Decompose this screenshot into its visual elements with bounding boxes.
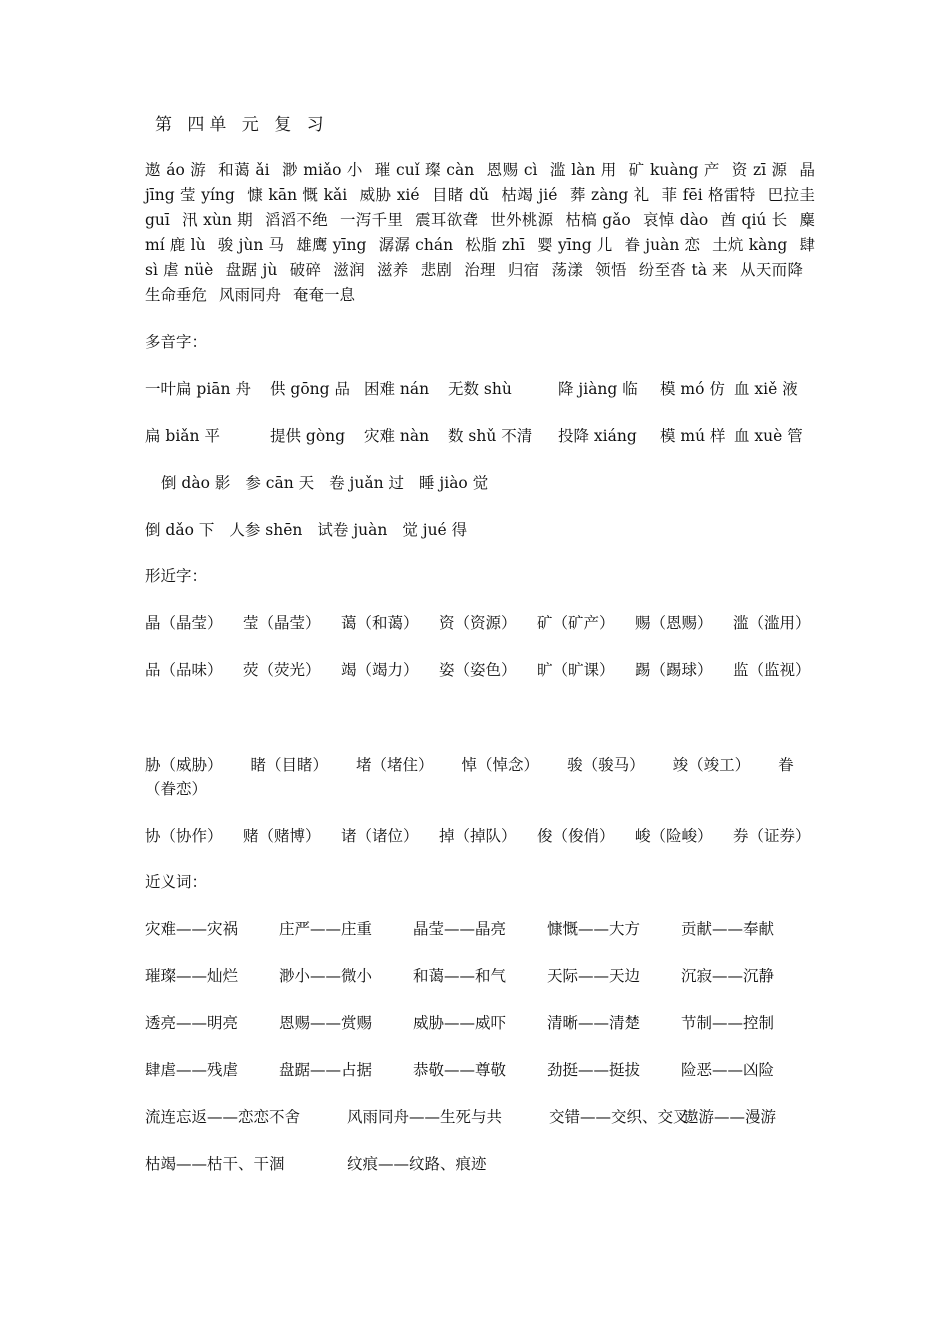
polyphone-item: 倒 dào 影 — [161, 474, 231, 492]
shape-row — [145, 824, 815, 848]
synonym-item: 晶莹——晶亮 — [413, 920, 507, 938]
polyphone-item: 试卷 juàn — [317, 521, 388, 539]
vocab-item: 一泻千里 — [340, 211, 404, 229]
synonym-item: 透亮——明亮 — [145, 1014, 239, 1032]
shape-item: 踢（踢球） — [635, 661, 713, 679]
vocab-item: 盘踞 jù — [225, 261, 278, 279]
polyphone-item: 人参 shēn — [229, 521, 303, 539]
synonym-item: 枯竭——枯干、干涸 — [145, 1155, 285, 1173]
synonym-row — [145, 1058, 815, 1082]
shape-row — [145, 611, 815, 635]
synonym-item: 璀璨——灿烂 — [145, 967, 239, 985]
vocab-item: 目睹 dǔ — [431, 186, 489, 204]
synonym-item: 天际——天边 — [547, 967, 641, 985]
vocab-item: 酋 qiú 长 — [720, 211, 788, 229]
vocab-item: 世外桃源 — [490, 211, 554, 229]
vocab-item: 哀悼 dào — [642, 211, 709, 229]
vocab-item: 悲剧 — [420, 261, 453, 279]
vocab-item: 威胁 xié — [359, 186, 420, 204]
shape-item: 骏（骏马） — [567, 756, 645, 774]
vocabulary-list — [145, 158, 815, 308]
vocab-item: 滔滔不绝 — [264, 211, 328, 229]
polyphone-item: 降 jiàng 临 — [558, 380, 638, 398]
synonym-item: 和蔼——和气 — [413, 967, 507, 985]
shape-item: 赌（赌博） — [243, 827, 321, 845]
shape-item: 俊（俊俏） — [537, 827, 615, 845]
synonym-item: 风雨同舟——生死与共 — [347, 1108, 503, 1126]
shape-item: 矿（矿产） — [537, 614, 615, 632]
shape-item: 滥（滥用） — [733, 614, 811, 632]
shape-item: 堵（堵住） — [356, 756, 434, 774]
shape-item: 竣（竣工） — [672, 756, 751, 774]
synonym-row — [145, 1011, 815, 1035]
synonym-item: 流连忘返——恋恋不舍 — [145, 1108, 301, 1126]
vocab-item: 骏 jùn 马 — [217, 236, 285, 254]
vocab-item: 奄奄一息 — [293, 286, 356, 304]
synonym-item: 劲挺——挺拔 — [547, 1061, 641, 1079]
vocab-item: 汛 xùn 期 — [181, 211, 253, 229]
page-title: 第 四单 元 复 习 — [155, 115, 329, 135]
vocab-item: 渺 miǎo 小 — [281, 161, 363, 179]
synonym-item: 恭敬——尊敬 — [413, 1061, 507, 1079]
synonym-row — [145, 917, 815, 941]
polyphone-item: 觉 jué 得 — [402, 521, 468, 539]
vocab-item: 婴 yīng 儿 — [536, 236, 613, 254]
synonym-item: 纹痕——纹路、痕迹 — [347, 1155, 487, 1173]
vocab-item: 松脂 zhī — [465, 236, 525, 254]
synonym-item: 节制——控制 — [681, 1014, 775, 1032]
vocab-item: 领悟 — [595, 261, 627, 279]
polyphone-item: 困难 nán — [364, 380, 430, 398]
polyphone-item: 扁 biǎn 平 — [145, 427, 220, 445]
shape-item: 诸（诸位） — [341, 827, 419, 845]
vocab-item: 眷 juàn 恋 — [624, 236, 701, 254]
synonym-item: 险恶——凶险 — [681, 1061, 775, 1079]
vocab-item: 生命垂危 — [145, 286, 208, 304]
shape-row — [145, 753, 815, 801]
polyphone-item: 一叶扁 piān 舟 — [145, 380, 251, 398]
shape-item: 姿（姿色） — [439, 661, 517, 679]
shape-item: 品（品味） — [145, 661, 223, 679]
polyphone-row — [145, 518, 815, 542]
vocab-item: 葬 zàng 礼 — [569, 186, 650, 204]
vocab-item: 资 zī 源 — [731, 161, 788, 179]
shape-item: 悼（悼念） — [461, 756, 540, 774]
shape-item: 晶（晶莹） — [145, 614, 223, 632]
vocab-item: 滋润 — [333, 261, 365, 279]
shape-item: 掉（掉队） — [439, 827, 517, 845]
vocab-item: 和蔼 ǎi — [218, 161, 270, 179]
synonym-item: 渺小——微小 — [279, 967, 373, 985]
vocab-item: 归宿 — [507, 261, 540, 279]
synonym-row — [145, 1152, 815, 1176]
vocab-item: 遨 áo 游 — [145, 161, 207, 179]
vocab-item: 晶 jīng 莹 yíng — [145, 161, 815, 204]
vocab-item: 枯槁 gǎo — [565, 211, 631, 229]
synonym-item: 灾难——灾祸 — [145, 920, 239, 938]
polyphone-item: 投降 xiáng — [558, 427, 637, 445]
vocab-item: 土炕 kàng — [712, 236, 788, 254]
vocab-item: 璀 cuǐ 璨 càn — [374, 161, 475, 179]
vocab-item: 慷 kān 慨 kǎi — [246, 186, 348, 204]
polyphone-item: 无数 shù — [448, 380, 512, 398]
vocab-item: 潺潺 chán — [378, 236, 454, 254]
polyphone-item: 卷 juǎn 过 — [329, 474, 404, 492]
shape-row — [145, 658, 815, 682]
polyphone-row — [145, 424, 815, 448]
synonym-item: 清晰——清楚 — [547, 1014, 641, 1032]
shape-item: 荧（荧光） — [243, 661, 321, 679]
polyphone-item: 参 cān 天 — [245, 474, 315, 492]
polyphone-row — [145, 377, 815, 401]
shape-item: 旷（旷课） — [537, 661, 615, 679]
polyphone-heading: 多音字： — [145, 333, 208, 351]
synonym-item: 恩赐——赏赐 — [279, 1014, 373, 1032]
vocab-item: 肆 sì 虐 nüè — [145, 236, 815, 279]
synonym-row — [145, 1105, 815, 1129]
polyphone-item: 灾难 nàn — [364, 427, 430, 445]
synonym-row — [145, 964, 815, 988]
shape-item: 监（监视） — [733, 661, 811, 679]
vocab-item: 从天而降 — [740, 261, 803, 279]
vocab-item: 菲 fēi 格雷特 — [661, 186, 756, 204]
synonym-item: 盘踞——占据 — [279, 1061, 373, 1079]
synonym-item: 贡献——奉献 — [681, 920, 775, 938]
synonym-item: 庄严——庄重 — [279, 920, 373, 938]
shape-item: 蔼（和蔼） — [341, 614, 419, 632]
shape-item: 券（证券） — [733, 827, 811, 845]
polyphone-item: 血 xiě 液 — [734, 380, 798, 398]
synonym-item: 肆虐——残虐 — [145, 1061, 239, 1079]
synonym-item: 交错——交织、交叉 — [549, 1108, 689, 1126]
vocab-item: 治理 — [464, 261, 496, 279]
polyphone-item: 倒 dǎo 下 — [145, 521, 215, 539]
shape-heading: 形近字： — [145, 567, 208, 585]
vocab-item: 荡漾 — [551, 261, 584, 279]
vocab-item: 滋养 — [376, 261, 409, 279]
synonym-item: 沉寂——沉静 — [681, 967, 775, 985]
shape-item: 眷（眷恋） — [145, 756, 794, 798]
vocab-item: 巴拉圭 guī — [145, 186, 815, 229]
shape-item: 竭（竭力） — [341, 661, 419, 679]
polyphone-row — [145, 471, 815, 495]
vocab-item: 风雨同舟 — [219, 286, 282, 304]
document-page — [145, 112, 815, 1176]
shape-item: 协（协作） — [145, 827, 223, 845]
polyphone-item: 模 mú 样 — [660, 427, 726, 445]
vocab-item: 震耳欲聋 — [415, 211, 479, 229]
shape-item: 莹（晶莹） — [243, 614, 321, 632]
vocab-item: 恩赐 cì — [486, 161, 538, 179]
vocab-item: 矿 kuàng 产 — [628, 161, 720, 179]
polyphone-item: 睡 jiào 觉 — [419, 474, 489, 492]
shape-item: 资（资源） — [439, 614, 517, 632]
vocab-item: 纷至沓 tà 来 — [638, 261, 728, 279]
vocab-item: 滥 làn 用 — [549, 161, 617, 179]
shape-item: 睹（目睹） — [250, 756, 329, 774]
polyphone-item: 模 mó 仿 — [660, 380, 725, 398]
vocab-item: 枯竭 jié — [500, 186, 558, 204]
polyphone-item: 供 gōng 品 — [270, 380, 351, 398]
synonym-item: 遨游——漫游 — [683, 1108, 777, 1126]
synonym-item: 威胁——威吓 — [413, 1014, 507, 1032]
polyphone-item: 血 xuè 管 — [734, 427, 803, 445]
vocab-item: 雄鹰 yīng — [296, 236, 367, 254]
synonyms-heading: 近义词： — [145, 873, 208, 891]
synonym-item: 慷慨——大方 — [547, 920, 641, 938]
polyphone-item: 数 shǔ 不清 — [448, 427, 533, 445]
vocab-item: 麋 mí 鹿 lù — [145, 211, 815, 254]
shape-item: 峻（险峻） — [635, 827, 713, 845]
vocab-item: 破碎 — [289, 261, 322, 279]
shape-item: 胁（威胁） — [145, 756, 223, 774]
polyphone-item: 提供 gòng — [270, 427, 346, 445]
shape-item: 赐（恩赐） — [635, 614, 713, 632]
